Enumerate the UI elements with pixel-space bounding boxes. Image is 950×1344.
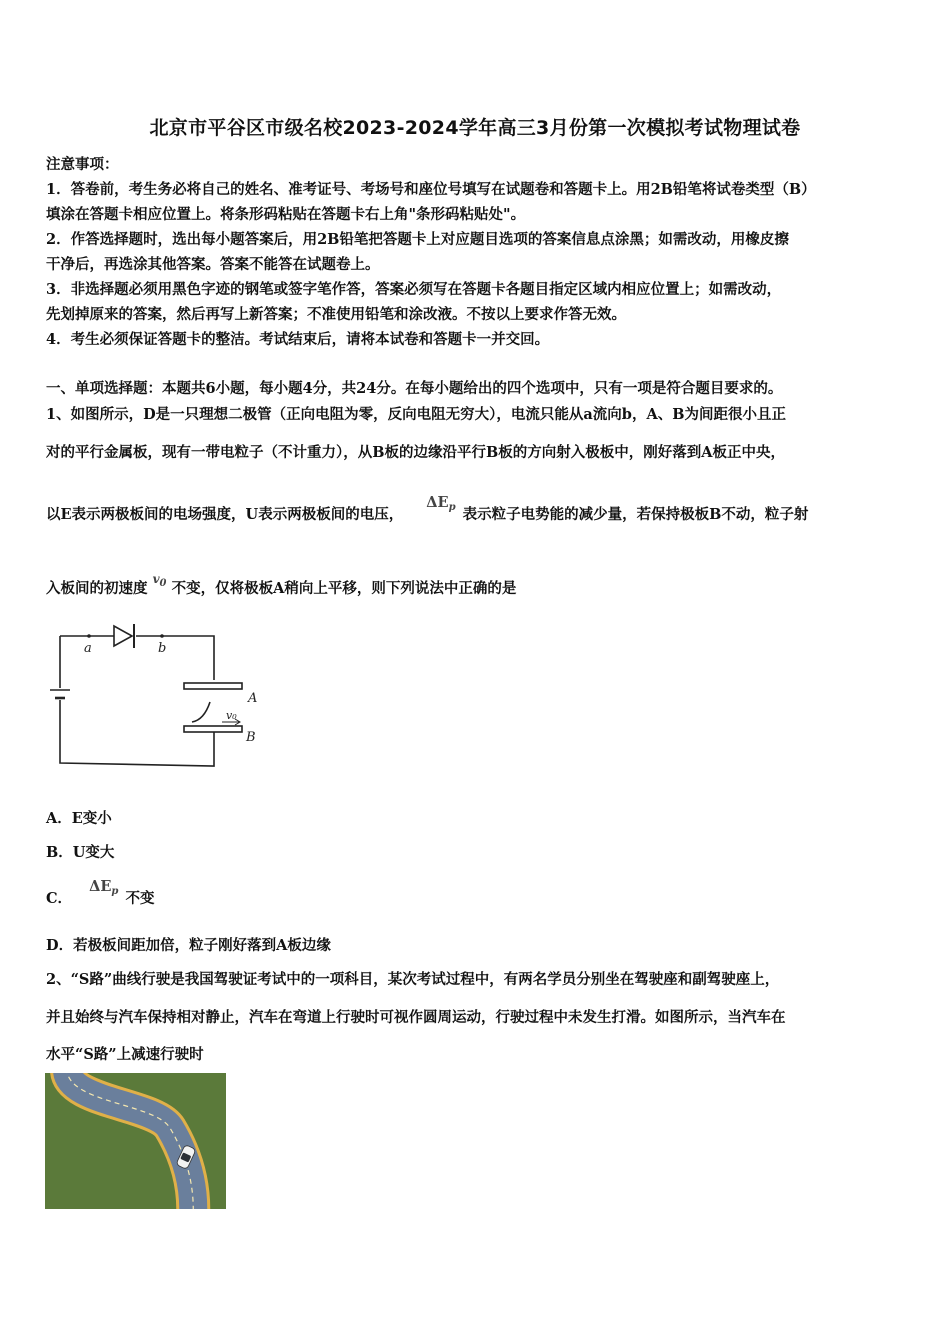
notice-line: 2．作答选择题时，选出每小题答案后，用2B铅笔把答题卡上对应题目选项的答案信息点涂黑；如需改动，用橡皮擦 (46, 231, 789, 248)
q1-stem-text: 以E表示两极板间的电场强度，U表示两极板间的电压， (46, 506, 404, 523)
option-a: A．E变小 (46, 810, 112, 827)
q1-stem-text: 不变，仅将极板A稍向上平移，则下列说法中正确的是 (171, 580, 517, 597)
v0-symbol: v0 (152, 572, 167, 589)
label-a: a (84, 641, 92, 656)
q2-stem-line: 2、“S路”曲线行驶是我国驾驶证考试中的一项科目，某次考试过程中，有两名学员分别坐在驾驶座和副驾驶座上， (46, 971, 780, 988)
label-B: B (246, 730, 256, 745)
notice-line: 先划掉原来的答案，然后再写上新答案；不准使用铅笔和涂改液。不按以上要求作答无效。 (46, 306, 626, 323)
q1-stem-text: 表示粒子电势能的减少量，若保持极板B不动，粒子射 (462, 506, 809, 523)
section-heading: 一、单项选择题：本题共6小题，每小题4分，共24分。在每小题给出的四个选项中，只有一项是符合题目要求的。 (46, 380, 783, 397)
label-v0: v₀ (226, 709, 237, 722)
delta-ep-symbol: $\Delta E_p$ (426, 494, 456, 513)
wire (60, 700, 214, 766)
label-A: A (248, 691, 258, 706)
node-a-dot (87, 634, 91, 638)
notice-line: 3．非选择题必须用黑色字迹的钢笔或签字笔作答，答案必须写在答题卡各题目指定区域内相应位置上；如需改动， (46, 281, 782, 298)
q2-stem-line: 并且始终与汽车保持相对静止，汽车在弯道上行驶时可视作圆周运动，行驶过程中未发生打滑。如图所示，当汽车在 (46, 1009, 786, 1026)
option-c-suffix: 不变 (125, 890, 155, 907)
option-c (46, 878, 155, 909)
wire (136, 636, 214, 680)
s-road-figure (45, 1073, 226, 1209)
circuit-diagram (44, 618, 274, 778)
q1-stem-line (46, 572, 517, 599)
q1-stem-line: 对的平行金属板，现有一带电粒子（不计重力），从B板的边缘沿平行B板的方向射入极板中，刚好落到A板正中央， (46, 444, 786, 461)
q1-stem-line (46, 494, 809, 525)
q2-stem-line: 水平“S路”上减速行驶时 (46, 1046, 204, 1063)
option-b: B．U变大 (46, 844, 115, 861)
delta-ep-symbol: $\Delta E_p$ (89, 878, 119, 897)
node-b-dot (160, 634, 164, 638)
notice-line: 干净后，再选涂其他答案。答案不能答在试题卷上。 (46, 256, 380, 273)
diode-triangle (114, 626, 132, 646)
plate-A (184, 683, 242, 689)
q1-stem-text: 入板间的初速度 (46, 580, 148, 597)
plate-B (184, 726, 242, 732)
q1-stem-line: 1、如图所示，D是一只理想二极管（正向电阻为零，反向电阻无穷大），电流只能从a流向b，A、B为间距很小且正 (46, 406, 786, 423)
particle-trajectory (192, 702, 210, 722)
notice-line: 填涂在答题卡相应位置上。将条形码粘贴在答题卡右上角"条形码粘贴处"。 (46, 206, 526, 223)
page-title: 北京市平谷区市级名校2023-2024学年高三3月份第一次模拟考试物理试卷 (149, 117, 801, 139)
option-c-prefix: C． (46, 890, 73, 907)
notice-line: 4．考生必须保证答题卡的整洁。考试结束后，请将本试卷和答题卡一并交回。 (46, 331, 550, 348)
option-d: D．若极板间距加倍，粒子刚好落到A板边缘 (46, 937, 331, 954)
notice-line: 1．答卷前，考生务必将自己的姓名、准考证号、考场号和座位号填写在试题卷和答题卡上。用2B铅笔将试卷类型（B） (46, 181, 816, 198)
label-b: b (158, 641, 167, 656)
notice-heading: 注意事项： (46, 156, 119, 173)
